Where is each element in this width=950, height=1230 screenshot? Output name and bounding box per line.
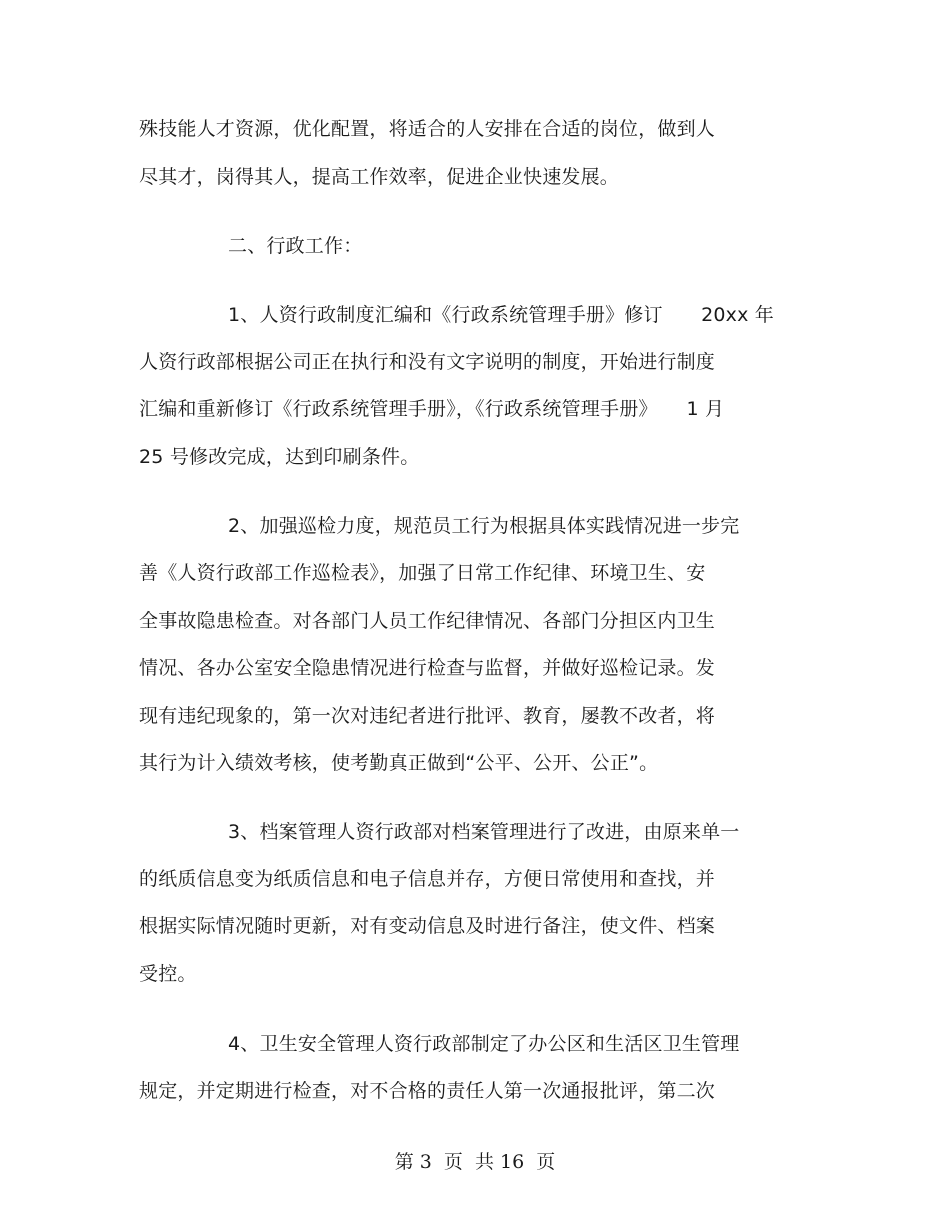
item-2-line-4: 情况、各办公室安全隐患情况进行检查与监督，并做好巡检记录。发 bbox=[139, 657, 716, 679]
item-3-line-3: 根据实际情况随时更新，对有变动信息及时进行备注，使文件、档案 bbox=[139, 915, 716, 937]
item-1-line-4: 25 号修改完成，达到印刷条件。 bbox=[139, 446, 420, 468]
item-3-line-2: 的纸质信息变为纸质信息和电子信息并存，方便日常使用和查找，并 bbox=[139, 868, 716, 890]
page-footer: 第 3 页 共 16 页 bbox=[394, 1151, 556, 1173]
item-1-line-3: 汇编和重新修订《行政系统管理手册》，《行政系统管理手册》 1 月 bbox=[139, 398, 725, 420]
item-1-line-2: 人资行政部根据公司正在执行和没有文字说明的制度，开始进行制度 bbox=[139, 351, 716, 373]
item-4-line-1: 4、卫生安全管理人资行政部制定了办公区和生活区卫生管理 bbox=[228, 1033, 740, 1055]
item-2-line-2: 善《人资行政部工作巡检表》，加强了日常工作纪律、环境卫生、安 bbox=[139, 562, 706, 584]
item-2-line-6: 其行为计入绩效考核，使考勤真正做到“公平、公开、公正”。 bbox=[139, 752, 659, 774]
item-3-line-4: 受控。 bbox=[139, 963, 197, 985]
item-2-line-3: 全事故隐患检查。对各部门人员工作纪律情况、各部门分担区内卫生 bbox=[139, 610, 716, 632]
body-line-1: 殊技能人才资源，优化配置，将适合的人安排在合适的岗位，做到人 bbox=[139, 118, 716, 140]
item-1-line-1: 1、人资行政制度汇编和《行政系统管理手册》修订 20xx 年 bbox=[228, 304, 774, 326]
section-heading: 二、行政工作： bbox=[228, 235, 363, 257]
item-2-line-5: 现有违纪现象的，第一次对违纪者进行批评、教育，屡教不改者，将 bbox=[139, 705, 716, 727]
item-2-line-1: 2、加强巡检力度，规范员工行为根据具体实践情况进一步完 bbox=[228, 515, 740, 537]
item-3-line-1: 3、档案管理人资行政部对档案管理进行了改进，由原来单一 bbox=[228, 821, 740, 843]
body-line-2: 尽其才，岗得其人，提高工作效率，促进企业快速发展。 bbox=[139, 166, 620, 188]
item-4-line-2: 规定，并定期进行检查，对不合格的责任人第一次通报批评，第二次 bbox=[139, 1080, 716, 1102]
